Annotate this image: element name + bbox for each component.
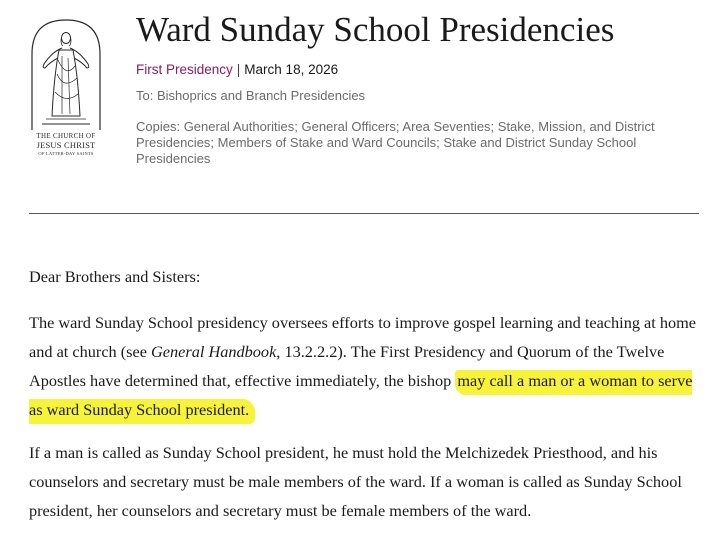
paragraph-1-text-a: The ward Sunday School presidency oversees efforts to improve gospel learning and teaching at home and at church (see xyxy=(29,313,697,361)
logo-line-1: THE CHURCH OF xyxy=(36,132,96,140)
church-logo xyxy=(28,16,104,172)
christus-statue-icon xyxy=(28,16,104,131)
copies-line: Copies: General Authorities; General Officers; Area Seventies; Stake, Mission, and District Presidencies; Members of Stake and Ward Councils; Stake and District Sunday School Presidencies xyxy=(136,119,655,166)
meta-separator: | xyxy=(236,62,241,77)
page-title: Ward Sunday School Presidencies xyxy=(136,10,615,49)
recipients-line: To: Bishoprics and Branch Presidencies xyxy=(136,88,366,103)
paragraph-1 xyxy=(29,308,699,424)
handbook-reference: General Handbook xyxy=(151,342,277,361)
paragraph-1-text-b: , 13.2.2.2). The First Presidency and Quorum of the Twelve Apostles have determined that, effective immediately, the bishop xyxy=(29,342,665,390)
paragraph-2: If a man is called as Sunday School president, he must hold the Melchizedek Priesthood, and his counselors and secretary must be male members of the ward. If a woman is called as Sunday School president, her counselors and secretary must be female members of the ward. xyxy=(29,443,682,520)
highlighted-text: may call a man or a woman to serve as ward Sunday School president. xyxy=(29,370,692,422)
letter-date: March 18, 2026 xyxy=(244,62,339,77)
header-divider xyxy=(29,213,699,214)
author-link[interactable]: First Presidency xyxy=(136,62,233,77)
logo-line-3: OF LATTER-DAY SAINTS xyxy=(38,150,94,156)
logo-line-2: JESUS CHRIST xyxy=(36,140,96,150)
greeting: Dear Brothers and Sisters: xyxy=(29,267,201,286)
church-logo-text xyxy=(28,133,104,156)
letter-meta xyxy=(136,62,338,77)
